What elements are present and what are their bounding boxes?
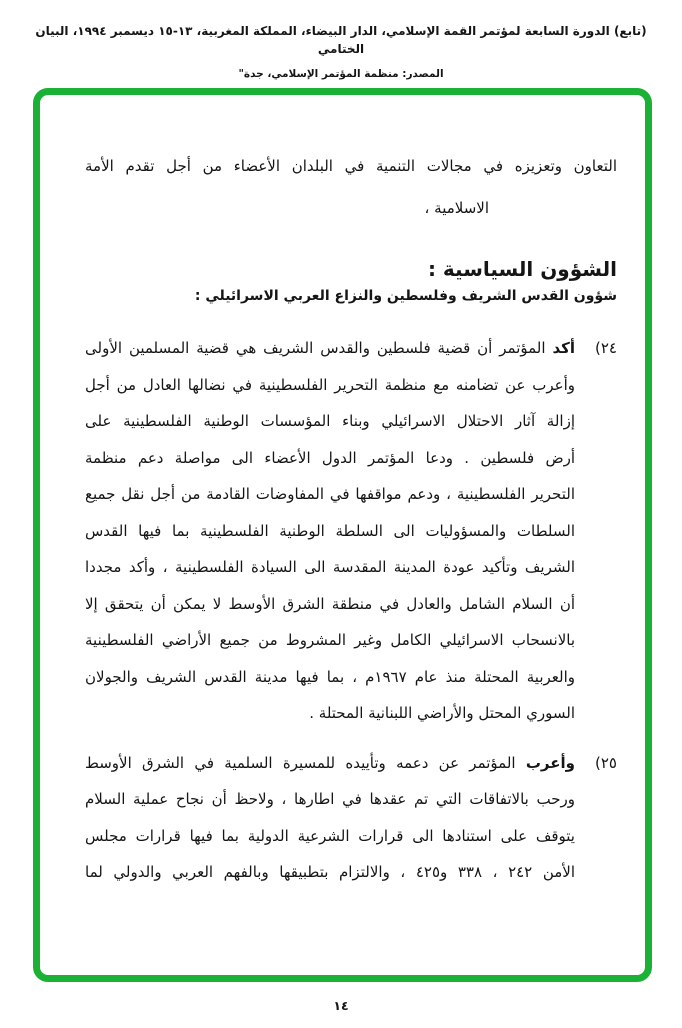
text-line: إزالة آثار الاحتلال الاسرائيلي وبناء المؤسسات الوطنية الفلسطينية على xyxy=(85,412,575,430)
text-line: الاسلامية ، xyxy=(424,199,489,217)
green-border-frame xyxy=(33,88,652,982)
section-subheading: شؤون القدس الشريف وفلسطين والنزاع العربي الاسرائيلي : xyxy=(194,288,617,304)
clause-lead-word: وأعرب xyxy=(525,753,575,772)
text-line-rest: المؤتمر عن دعمه وتأييده للمسيرة السلمية في الشرق الأوسط xyxy=(85,753,516,772)
text-line: ورحب بالاتفاقات التي تم عقدها في اطارها ، ولاحظ أن نجاح عملية السلام xyxy=(85,790,575,808)
page-number: ١٤ xyxy=(333,998,349,1013)
text-line: أرض فلسطين . ودعا المؤتمر الدول الأعضاء الى مواصلة دعم منظمة xyxy=(85,448,575,467)
clause-text xyxy=(85,745,575,891)
text-line: السلطات والمسؤوليات الى السلطة الوطنية الفلسطينية بما فيها القدس xyxy=(85,521,575,540)
clause-25 xyxy=(85,745,617,891)
header-source: المصدر: منظمة المؤتمر الإسلامي، جدة" xyxy=(238,68,444,80)
document-header xyxy=(0,22,682,80)
intro-paragraph xyxy=(85,145,617,229)
text-line: يتوقف على استنادها الى قرارات الشرعية الدولية بما فيها قرارات مجلس xyxy=(85,826,575,845)
clause-24 xyxy=(85,330,617,732)
document-body xyxy=(40,95,645,891)
text-line: الشريف وتأكيد عودة المدينة المقدسة الى السيادة الفلسطينية ، وأكد مجددا xyxy=(85,558,575,576)
clause-list xyxy=(85,330,617,891)
text-line: التحرير الفلسطينية ، ودعم مواقفها في المفاوضات القادمة من أجل نقل جميع xyxy=(85,485,575,503)
text-line: التعاون وتعزيزه في مجالات التنمية في البلدان الأعضاء من أجل تقدم الأمة xyxy=(85,157,617,175)
text-line: الأمن ٢٤٢ ، ٣٣٨ و٤٢٥ ، والالتزام بتطبيقها وبالفهم العربي والدولي لما xyxy=(85,863,575,881)
text-line: وأعرب عن تضامنه مع منظمة التحرير الفلسطينية في نضالها العادل من أجل xyxy=(85,375,575,394)
clause-number: ٢٥) xyxy=(595,753,617,772)
text-line: بالانسحاب الاسرائيلي الكامل وغير المشروط من جميع الأراضي الفلسطينية xyxy=(85,631,575,649)
clause-lead-word: أكد xyxy=(552,339,575,357)
text-line xyxy=(85,330,575,367)
header-title: (تابع) الدورة السابعة لمؤتمر القمة الإسلامي، الدار البيضاء، المملكة المغربية، ١٣-١٥ ديسمبر ١٩٩٤، البيان الختامي xyxy=(35,24,647,56)
clause-text xyxy=(85,330,575,732)
clause-number: ٢٤) xyxy=(595,339,617,357)
text-line: والعربية المحتلة منذ عام ١٩٦٧م ، بما فيها مدينة القدس الشريف والجولان xyxy=(85,667,575,686)
text-line: أن السلام الشامل والعادل في منطقة الشرق الأوسط لا يمكن أن يتحقق إلا xyxy=(85,594,575,613)
section-heading: الشؤون السياسية : xyxy=(427,257,617,281)
text-line xyxy=(85,745,575,782)
text-line: السوري المحتل والأراضي اللبنانية المحتلة . xyxy=(309,704,575,722)
text-line-rest: المؤتمر أن قضية فلسطين والقدس الشريف هي قضية المسلمين الأولى xyxy=(85,339,546,357)
